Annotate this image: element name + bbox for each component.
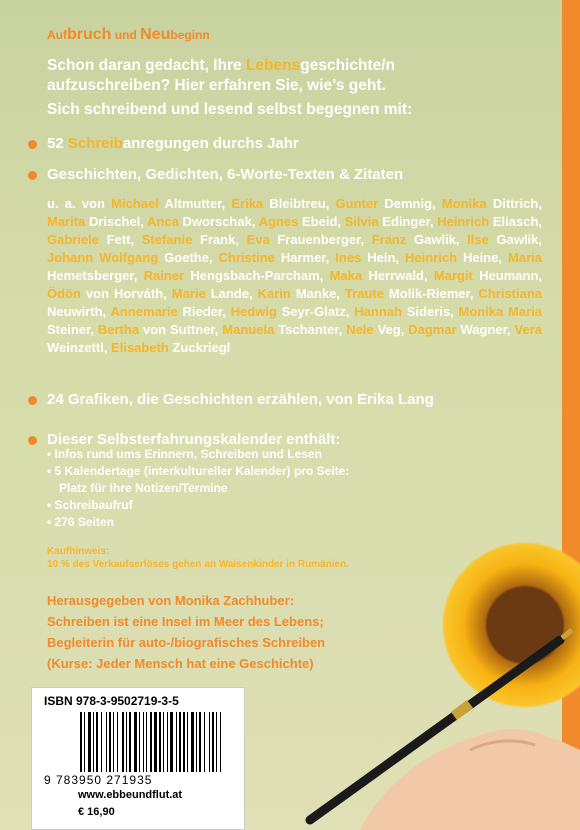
author-name: Monika Maria Steiner, (47, 304, 542, 337)
barcode-bar (88, 712, 91, 772)
author-name: Ödön von Horváth, (47, 286, 172, 301)
author-name: Elisabeth Zuckriegl (111, 340, 231, 355)
author-name: Marita Drischel, (47, 214, 148, 229)
barcode-bar (212, 712, 214, 772)
barcode-bar (204, 712, 205, 772)
barcode-bar (196, 712, 197, 772)
barcode-bar (96, 712, 98, 772)
list-item: • 5 Kalendertage (interkultureller Kalender) pro Seite: (47, 463, 542, 480)
author-name: Agnes Ebeid, (258, 214, 345, 229)
author-name: Nele Veg, (346, 322, 409, 337)
barcode-bar (154, 712, 157, 772)
list-item: • Schreibaufruf (47, 497, 542, 514)
author-name: Erika Bleibtreu, (231, 196, 336, 211)
barcode-bar (150, 712, 152, 772)
barcode-bar (199, 712, 201, 772)
bullet-graphics: 24 Grafiken, die Geschichten erzählen, von Erika Lang (47, 391, 434, 408)
barcode-bar (179, 712, 181, 772)
authors-list (47, 195, 542, 357)
author-name: Heinrich Eliasch, (437, 214, 543, 229)
author-name: Silvia Edinger, (344, 214, 438, 229)
author-name: Stefanie Frank, (141, 232, 247, 247)
barcode-bar (139, 712, 140, 772)
price: € 16,90 (78, 806, 115, 818)
author-name: Monika Dittrich, (441, 196, 542, 211)
barcode-digits: 9 783950 271935 (44, 773, 153, 787)
editor-line: Herausgegeben von Monika Zachhuber: (47, 593, 295, 608)
bullet-dot (28, 396, 37, 405)
author-name: Bertha von Suttner, (97, 322, 223, 337)
list-item: Platz für Ihre Notizen/Termine (59, 481, 228, 495)
barcode-bar (80, 712, 82, 772)
barcode-bar (220, 712, 221, 772)
barcode-bar (109, 712, 111, 772)
author-name: Karin Manke, (257, 286, 345, 301)
barcode-bar (93, 712, 94, 772)
bullet-contents: Dieser Selbsterfahrungskalender enthält: (47, 431, 341, 448)
author-name: Gunter Demnig, (335, 196, 442, 211)
barcode-bar (143, 712, 144, 772)
barcode-bar (187, 712, 188, 772)
editor-line: (Kurse: Jeder Mensch hat eine Geschichte) (47, 656, 314, 671)
author-name: Hedwig Seyr-Glatz, (230, 304, 355, 319)
author-name: Maka Herrwald, (329, 268, 434, 283)
author-name: Eva Frauenberger, (246, 232, 372, 247)
barcode-bar (113, 712, 114, 772)
author-name: Traute Molik-Riemer, (344, 286, 479, 301)
author-name: Vera Weinzettl, (47, 322, 542, 355)
editor-line: Schreiben ist eine Insel im Meer des Lebens; (47, 614, 324, 629)
author-name: Gabriele Fett, (47, 232, 142, 247)
list-item: • Infos rund ums Erinnern, Schreiben und Lesen (47, 446, 542, 463)
barcode-bar (101, 712, 102, 772)
barcode-bar (146, 712, 147, 772)
hint-label: Kaufhinweis: (47, 546, 110, 557)
author-name: Ines Hein, (335, 250, 406, 265)
publisher-url: www.ebbeundflut.at (78, 789, 183, 801)
author-name: Ilse Gawlik, (467, 232, 543, 247)
hint-text: 10 % des Verkaufserlöses gehen an Waisenkinder in Rumänien. (47, 559, 349, 570)
isbn-label: ISBN 978-3-9502719-3-5 (44, 694, 179, 708)
author-name: Heinrich Heine, (405, 250, 509, 265)
bullet-dot (28, 171, 37, 180)
barcode-bar (106, 712, 107, 772)
barcode-bar (129, 712, 131, 772)
barcode-bar (176, 712, 177, 772)
author-name: Maria Hemetsberger, (47, 250, 542, 283)
barcode-bar (170, 712, 173, 772)
editor-line: Begleiterin für auto-/biografisches Schreiben (47, 635, 326, 650)
barcode-bar (84, 712, 85, 772)
authors-prefix: u. a. von (47, 196, 112, 211)
barcode-bar (122, 712, 124, 772)
author-name: Dagmar Wagner, (408, 322, 515, 337)
list-item: • 276 Seiten (47, 514, 542, 531)
brand-logo: Aufbruch und Neubeginn (47, 26, 210, 43)
bullet-dot (28, 436, 37, 445)
bullet-texts: Geschichten, Gedichten, 6-Worte-Texten & Zitaten (47, 166, 404, 183)
contents-sublist (47, 446, 542, 531)
author-name: Christine Harmer, (218, 250, 336, 265)
author-name: Margit Heumann, (433, 268, 543, 283)
barcode (78, 712, 228, 772)
author-name: Hannah Sideris, (354, 304, 459, 319)
barcode-bar (209, 712, 210, 772)
author-name: Rainer Hengsbach-Parcham, (143, 268, 330, 283)
intro-text: Schon daran gedacht, Ihre Lebensgeschichte/n aufzuschreiben? Hier erfahren Sie, wie’s geht. (47, 57, 395, 94)
bullet-writing-prompts: 52 Schreibanregungen durchs Jahr (47, 135, 299, 152)
author-name: Anca Dworschak, (147, 214, 259, 229)
author-name: Christiana Neuwirth, (47, 286, 543, 319)
barcode-bar (134, 712, 137, 772)
author-name: Marie Lande, (171, 286, 258, 301)
barcode-bar (167, 712, 168, 772)
barcode-bar (183, 712, 185, 772)
barcode-bar (159, 712, 161, 772)
hand-with-pen-image (300, 620, 580, 830)
bullet-dot (28, 140, 37, 149)
intro-subtitle: Sich schreibend und lesend selbst begegnen mit: (47, 101, 413, 118)
barcode-bar (126, 712, 127, 772)
author-name: Annemarie Rieder, (110, 304, 231, 319)
barcode-bar (216, 712, 217, 772)
author-name: Manuela Tschanter, (222, 322, 347, 337)
isbn-barcode-box (31, 687, 245, 830)
barcode-bar (117, 712, 118, 772)
author-name: Franz Gawlik, (371, 232, 468, 247)
barcode-bar (191, 712, 194, 772)
author-name: Michael Altmutter, (111, 196, 232, 211)
barcode-bar (163, 712, 164, 772)
author-name: Johann Wolfgang Goethe, (47, 250, 219, 265)
